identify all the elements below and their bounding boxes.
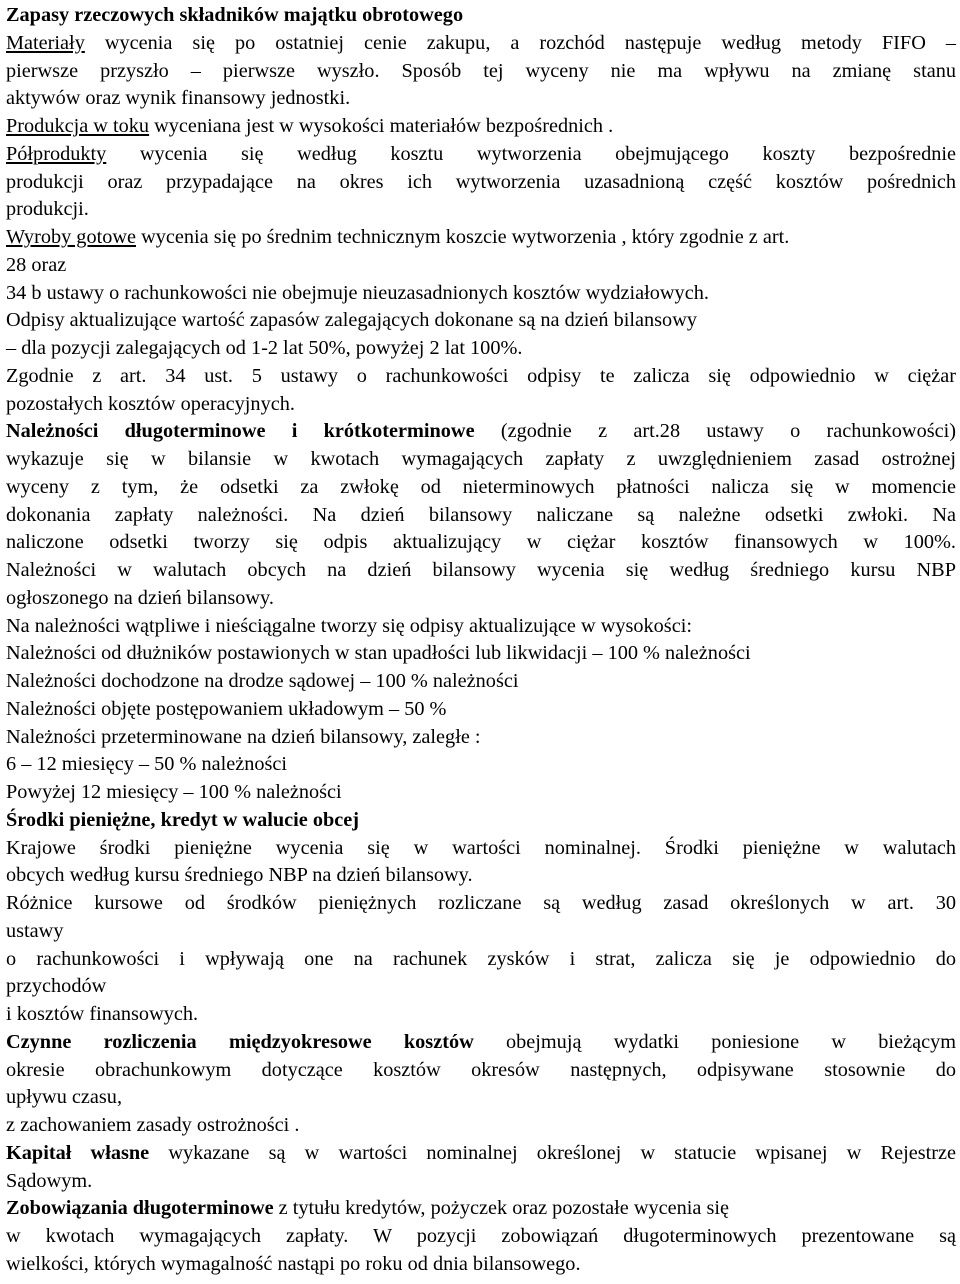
text-segment: przychodów — [6, 975, 107, 998]
text-segment: ustawy — [6, 919, 64, 942]
text-line — [6, 280, 956, 308]
bold-heading-text: Środki pieniężne, kredyt w walucie obcej — [6, 808, 360, 831]
text-segment: wycenia się po ostatniej cenie zakupu, a rozchód następuje według metody FIFO – — [84, 31, 956, 54]
text-segment: (zgodnie z art.28 ustawy o rachunkowości) — [474, 420, 956, 443]
text-line — [6, 1140, 956, 1168]
text-line — [6, 224, 956, 252]
text-line — [6, 363, 956, 391]
text-line — [6, 1029, 956, 1057]
text-segment: 34 b ustawy o rachunkowości nie obejmuje nieuzasadnionych kosztów wydziałowych. — [6, 281, 709, 304]
text-line — [6, 668, 956, 696]
text-line — [6, 113, 956, 141]
text-segment: obejmują wydatki poniesione w bieżącym — [473, 1030, 956, 1053]
text-line — [6, 58, 956, 86]
text-line — [6, 918, 956, 946]
text-line — [6, 835, 956, 863]
text-line — [6, 1084, 956, 1112]
text-segment: wykazane są w wartości nominalnej określonej w statucie wpisanej w Rejestrze — [149, 1141, 956, 1164]
text-line — [6, 807, 956, 835]
text-line — [6, 196, 956, 224]
text-line — [6, 30, 956, 58]
text-segment: Należności w walutach obcych na dzień bilansowy wycenia się według średniego kursu NBP — [6, 559, 956, 581]
text-segment: aktywów oraz wynik finansowy jednostki. — [6, 87, 351, 110]
text-line — [6, 2, 956, 30]
text-segment: ogłoszonego na dzień bilansowy. — [6, 586, 274, 609]
text-line — [6, 85, 956, 113]
text-line — [6, 391, 956, 419]
text-line — [6, 696, 956, 724]
text-segment: pozostałych kosztów operacyjnych. — [6, 392, 295, 415]
text-line — [6, 1057, 956, 1085]
underlined-term: Wyroby gotowe — [6, 226, 137, 248]
text-line — [6, 418, 956, 446]
text-segment: wykazuje się w bilansie w kwotach wymagających zapłaty z uwzględnieniem zasad ostrożnej — [6, 448, 956, 470]
text-line — [6, 862, 956, 890]
text-line — [6, 585, 956, 613]
text-segment: wielkości, których wymagalność nastąpi po roku od dnia bilansowego. — [6, 1252, 581, 1275]
text-segment: wyceny z tym, że odsetki za zwłokę od nieterminowych płatności nalicza się w momencie — [6, 475, 956, 498]
text-segment: Zgodnie z art. 34 ust. 5 ustawy o rachunkowości odpisy te zalicza się odpowiednio w ciężar — [6, 364, 956, 387]
text-line — [6, 1251, 956, 1279]
underlined-term: Materiały — [6, 31, 85, 54]
text-segment: z zachowaniem zasady ostrożności . — [6, 1114, 300, 1136]
text-line — [6, 724, 956, 752]
text-segment: z tytułu kredytów, pożyczek oraz pozostałe wycenia się — [273, 1197, 730, 1220]
text-line — [6, 1195, 956, 1223]
text-segment: okresie obrachunkowym dotyczące kosztów okresów następnych, odpisywane stosownie do — [6, 1058, 956, 1081]
text-line — [6, 474, 956, 502]
text-segment: 6 – 12 miesięcy – 50 % należności — [6, 753, 288, 776]
text-segment: pierwsze przyszło – pierwsze wyszło. Sposób tej wyceny nie ma wpływu na zmianę stanu — [6, 59, 956, 82]
text-line — [6, 529, 956, 557]
text-line — [6, 613, 956, 641]
text-segment: produkcji oraz przypadające na okres ich wytworzenia uzasadnioną część kosztów pośrednich — [6, 170, 956, 193]
text-line — [6, 1223, 956, 1251]
bold-heading-text: Czynne rozliczenia międzyokresowe kosztów — [6, 1030, 474, 1053]
underlined-term: Produkcja w toku — [6, 115, 150, 137]
text-segment: produkcji. — [6, 198, 89, 221]
text-segment: Należności dochodzone na drodze sądowej – 100 % należności — [6, 670, 519, 692]
text-segment: Różnice kursowe od środków pieniężnych rozliczane są według zasad określonych w art. 30 — [6, 892, 956, 914]
text-segment: Na należności wątpliwe i nieściągalne tworzy się odpisy aktualizujące w wysokości: — [6, 614, 692, 637]
text-line — [6, 252, 956, 280]
text-line — [6, 169, 956, 197]
text-segment: Sądowym. — [6, 1169, 93, 1192]
text-line — [6, 335, 956, 363]
text-segment: naliczone odsetki tworzy się odpis aktualizujący w ciężar kosztów finansowych w 100%. — [6, 531, 956, 554]
text-segment: Należności objęte postępowaniem układowym – 50 % — [6, 697, 447, 720]
text-line — [6, 1112, 956, 1140]
text-line — [6, 779, 956, 807]
text-segment: – dla pozycji zalegających od 1-2 lat 50%, powyżej 2 lat 100%. — [6, 337, 523, 359]
bold-heading-text: Zapasy rzeczowych składników majątku obrotowego — [6, 4, 464, 26]
bold-heading-text: Kapitał własne — [6, 1141, 150, 1164]
text-line — [6, 446, 956, 474]
text-segment: w kwotach wymagających zapłaty. W pozycji zobowiązań długoterminowych prezentowane są — [6, 1225, 956, 1247]
text-segment: 28 oraz — [6, 253, 67, 276]
text-segment: Powyżej 12 miesięcy – 100 % należności — [6, 781, 342, 803]
text-line — [6, 1168, 956, 1196]
underlined-term: Półprodukty — [6, 142, 107, 165]
bold-heading-text: Należności długoterminowe i krótkoterminowe — [6, 420, 475, 443]
text-line — [6, 973, 956, 1001]
text-segment: dokonania zapłaty należności. Na dzień bilansowy naliczane są należne odsetki zwłoki. Na — [6, 503, 956, 526]
text-line — [6, 640, 956, 668]
text-segment: upływu czasu, — [6, 1086, 123, 1109]
text-line — [6, 1001, 956, 1029]
text-line — [6, 307, 956, 335]
text-line — [6, 890, 956, 918]
text-segment: wycenia się po średnim technicznym koszcie wytworzenia , który zgodnie z art. — [136, 226, 790, 248]
text-segment: Krajowe środki pieniężne wycenia się w wartości nominalnej. Środki pieniężne w walutach — [6, 836, 956, 859]
text-segment: wyceniana jest w wysokości materiałów bezpośrednich . — [149, 115, 614, 137]
text-segment: Należności od dłużników postawionych w stan upadłości lub likwidacji – 100 % należności — [6, 642, 751, 665]
text-segment: Należności przeterminowane na dzień bilansowy, zaległe : — [6, 725, 481, 748]
text-segment: Odpisy aktualizujące wartość zapasów zalegających dokonane są na dzień bilansowy — [6, 309, 697, 332]
bold-heading-text: Zobowiązania długoterminowe — [6, 1197, 274, 1220]
text-line — [6, 557, 956, 585]
text-line — [6, 946, 956, 974]
text-segment: i kosztów finansowych. — [6, 1003, 199, 1025]
text-line — [6, 502, 956, 530]
text-segment: wycenia się według kosztu wytworzenia obejmującego koszty bezpośrednie — [106, 142, 956, 165]
text-segment: o rachunkowości i wpływają one na rachunek zysków i strat, zalicza się je odpowiednio do — [6, 947, 956, 970]
text-line — [6, 141, 956, 169]
text-line — [6, 751, 956, 779]
text-segment: obcych według kursu średniego NBP na dzień bilansowy. — [6, 864, 473, 887]
